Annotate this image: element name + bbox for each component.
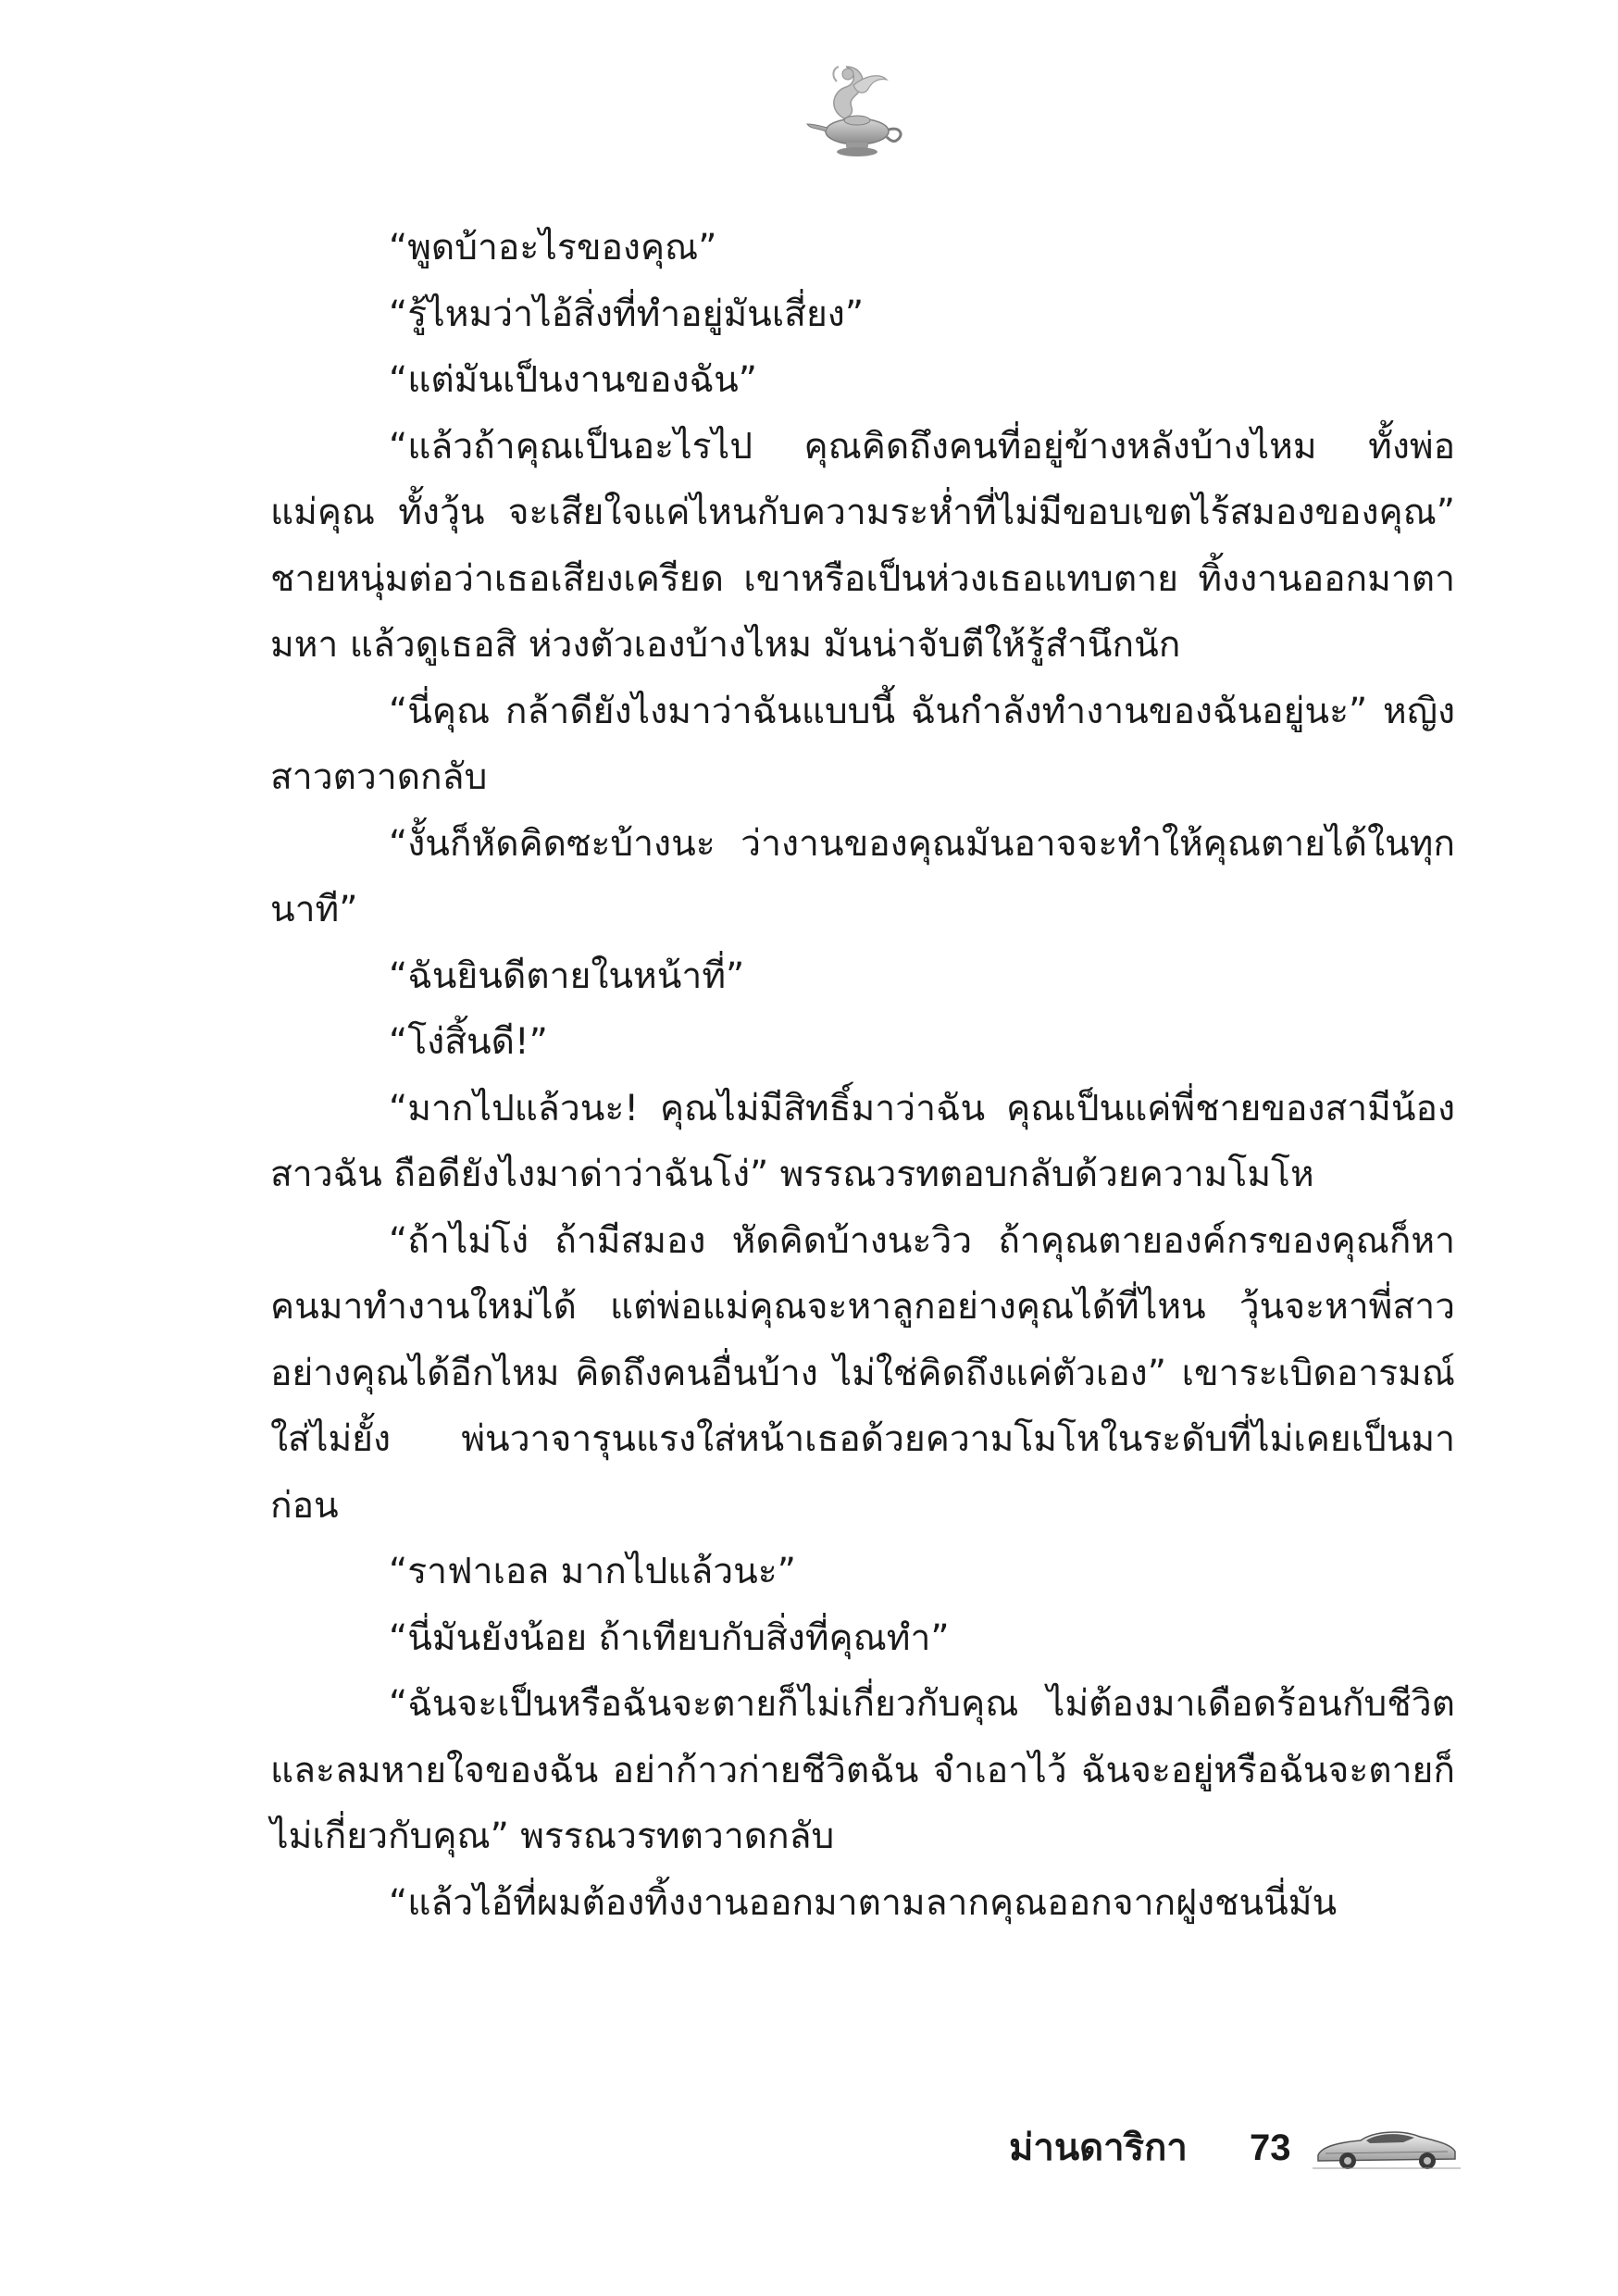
page-number: 73 <box>1250 2128 1291 2168</box>
genie-lamp-icon <box>790 54 920 165</box>
paragraph: “แล้วถ้าคุณเป็นอะไรไป คุณคิดถึงคนที่อยู่ข้างหลังบ้างไหม ทั้งพ่อแม่คุณ ทั้งวุ้น จะเสียใจแค่ไหนกับความระห่ำที่ไม่มีขอบเขตไร้สมองของคุณ” ชายหนุ่มต่อว่าเธอเสียงเครียด เขาหรือเป็นห่วงเธอแทบตาย ทิ้งงานออกมาตามหา แล้วดูเธอสิ ห่วงตัวเองบ้างไหม มันน่าจับตีให้รู้สำนึกนัก <box>270 425 1455 666</box>
body-text <box>270 215 1455 1936</box>
paragraph: “ราฟาเอล มากไปแล้วนะ” <box>389 1551 796 1592</box>
paragraph: “พูดบ้าอะไรของคุณ” <box>389 227 717 268</box>
book-title: ม่านดาริกา <box>1009 2127 1188 2169</box>
paragraph: “มากไปแล้วนะ! คุณไม่มีสิทธิ์มาว่าฉัน คุณเป็นแค่พี่ชายของสามีน้องสาวฉัน ถือดียังไงมาด่าว่าฉันโง่” พรรณวรทตอบกลับด้วยความโมโห <box>270 1087 1455 1195</box>
paragraph: “แต่มันเป็นงานของฉัน” <box>389 359 757 401</box>
paragraph: “แล้วไอ้ที่ผมต้องทิ้งงานออกมาตามลากคุณออกจากฝูงชนนี่มัน <box>389 1881 1338 1924</box>
paragraph: “ฉันยินดีตายในหน้าที่” <box>389 955 745 997</box>
paragraph: “โง่สิ้นดี!” <box>389 1021 548 1063</box>
paragraph: “งั้นก็หัดคิดซะบ้างนะ ว่างานของคุณมันอาจจะทำให้คุณตายได้ในทุกนาที” <box>270 822 1455 930</box>
page-footer <box>1009 2113 1490 2187</box>
sports-car-icon <box>1313 2118 1461 2174</box>
paragraph: “รู้ไหมว่าไอ้สิ่งที่ทำอยู่มันเสี่ยง” <box>389 293 865 335</box>
paragraph: “ถ้าไม่โง่ ถ้ามีสมอง หัดคิดบ้างนะวิว ถ้าคุณตายองค์กรของคุณก็หาคนมาทำงานใหม่ได้ แต่พ่อแม่คุณจะหาลูกอย่างคุณได้ที่ไหน วุ้นจะหาพี่สาวอย่างคุณได้อีกไหม คิดถึงคนอื่นบ้าง ไม่ใช่คิดถึงแค่ตัวเอง” เขาระเบิดอารมณ์ใส่ไม่ยั้ง พ่นวาจารุนแรงใส่หน้าเธอด้วยความโมโหในระดับที่ไม่เคยเป็นมาก่อน <box>270 1219 1455 1527</box>
paragraph: “ฉันจะเป็นหรือฉันจะตายก็ไม่เกี่ยวกับคุณ ไม่ต้องมาเดือดร้อนกับชีวิตและลมหายใจของฉัน อย่าก้าวก่ายชีวิตฉัน จำเอาไว้ ฉันจะอยู่หรือฉันจะตายก็ไม่เกี่ยวกับคุณ” พรรณวรทตวาดกลับ <box>270 1683 1455 1857</box>
paragraph: “นี่มันยังน้อย ถ้าเทียบกับสิ่งที่คุณทำ” <box>389 1616 950 1659</box>
paragraph: “นี่คุณ กล้าดียังไงมาว่าฉันแบบนี้ ฉันกำลังทำงานของฉันอยู่นะ” หญิงสาวตวาดกลับ <box>270 690 1455 798</box>
